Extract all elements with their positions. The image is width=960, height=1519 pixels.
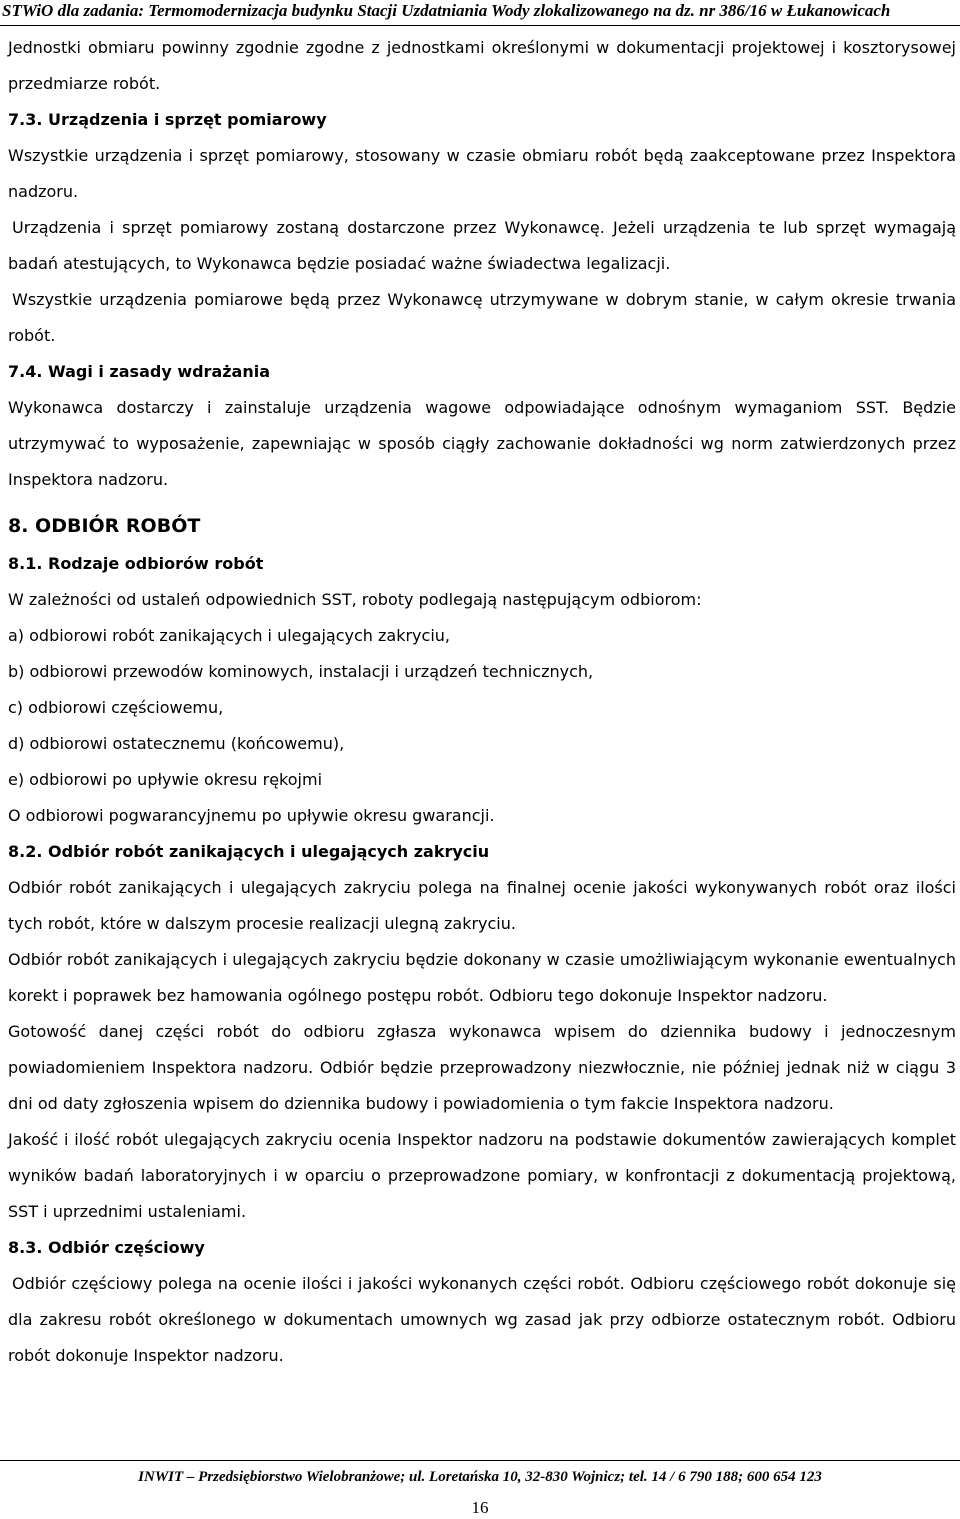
document-body — [8, 30, 956, 1374]
paragraph: Jakość i ilość robót ulegających zakryciu ocenia Inspektor nadzoru na podstawie dokumentów zawierających komplet wyników badań laboratoryjnych i w oparciu o przeprowadzone pomiary, w konfrontacji z dokumentacją projektową, SST i uprzednimi ustaleniami. — [8, 1130, 956, 1221]
paragraph: Jednostki obmiaru powinny zgodnie zgodne z jednostkami określonymi w dokumentacji projektowej i kosztorysowej przedmiarze robót. — [8, 38, 956, 93]
section-heading: 8.2. Odbiór robót zanikających i ulegających zakryciu — [8, 842, 490, 861]
paragraph: Odbiór robót zanikających i ulegających zakryciu polega na finalnej ocenie jakości wykonywanych robót oraz ilości tych robót, które w dalszym procesie realizacji ulegną zakryciu. — [8, 878, 956, 933]
paragraph: O odbiorowi pogwarancyjnemu po upływie okresu gwarancji. — [8, 806, 495, 825]
paragraph: W zależności od ustaleń odpowiednich SST, roboty podlegają następującym odbiorom: — [8, 590, 702, 609]
paragraph: Odbiór robót zanikających i ulegających zakryciu będzie dokonany w czasie umożliwiającym wykonanie ewentualnych korekt i poprawek bez hamowania ogólnego postępu robót. Odbioru tego dokonuje Inspektor nadzoru. — [8, 950, 956, 1005]
section-heading: 8.3. Odbiór częściowy — [8, 1238, 205, 1257]
page-footer: INWIT – Przedsiębiorstwo Wielobranżowe; ul. Loretańska 10, 32-830 Wojnicz; tel. 14 / 6 790 188; 600 654 123 — [0, 1460, 960, 1491]
section-heading: 8.1. Rodzaje odbiorów robót — [8, 554, 264, 573]
list-item: d) odbiorowi ostatecznemu (końcowemu), — [8, 734, 345, 753]
list-item: a) odbiorowi robót zanikających i ulegających zakryciu, — [8, 626, 450, 645]
paragraph: Odbiór częściowy polega na ocenie ilości i jakości wykonanych części robót. Odbioru częściowego robót dokonuje się dla zakresu robót określonego w dokumentach umownych wg zasad jak przy odbiorze ostatecznym robót. Odbioru robót dokonuje Inspektor nadzoru. — [8, 1274, 956, 1365]
list-item: c) odbiorowi częściowemu, — [8, 698, 224, 717]
paragraph: Gotowość danej części robót do odbioru zgłasza wykonawca wpisem do dziennika budowy i jednoczesnym powiadomieniem Inspektora nadzoru. Odbiór będzie przeprowadzony niezwłocznie, nie później jednak niż w ciągu 3 dni od daty zgłoszenia wpisem do dziennika budowy i powiadomienia o tym fakcie Inspektora nadzoru. — [8, 1022, 956, 1113]
page-number: 16 — [471, 1498, 489, 1517]
paragraph: Wszystkie urządzenia pomiarowe będą przez Wykonawcę utrzymywane w dobrym stanie, w całym okresie trwania robót. — [8, 290, 956, 345]
section-heading: 7.4. Wagi i zasady wdrażania — [8, 362, 271, 381]
list-item: b) odbiorowi przewodów kominowych, instalacji i urządzeń technicznych, — [8, 662, 594, 681]
paragraph: Wykonawca dostarczy i zainstaluje urządzenia wagowe odpowiadające odnośnym wymaganiom SST. Będzie utrzymywać to wyposażenie, zapewniając w sposób ciągły zachowanie dokładności wg norm zatwierdzonych przez Inspektora nadzoru. — [8, 398, 956, 489]
paragraph: Urządzenia i sprzęt pomiarowy zostaną dostarczone przez Wykonawcę. Jeżeli urządzenia te lub sprzęt wymagają badań atestujących, to Wykonawca będzie posiadać ważne świadectwa legalizacji. — [8, 218, 956, 273]
section-heading: 7.3. Urządzenia i sprzęt pomiarowy — [8, 110, 327, 129]
page-header: STWiO dla zadania: Termomodernizacja budynku Stacji Uzdatniania Wody zlokalizowanego na dz. nr 386/16 w Łukanowicach — [0, 0, 960, 26]
paragraph: Wszystkie urządzenia i sprzęt pomiarowy, stosowany w czasie obmiaru robót będą zaakceptowane przez Inspektora nadzoru. — [8, 146, 956, 201]
chapter-heading: 8. ODBIÓR ROBÓT — [8, 515, 201, 537]
list-item: e) odbiorowi po upływie okresu rękojmi — [8, 770, 323, 789]
